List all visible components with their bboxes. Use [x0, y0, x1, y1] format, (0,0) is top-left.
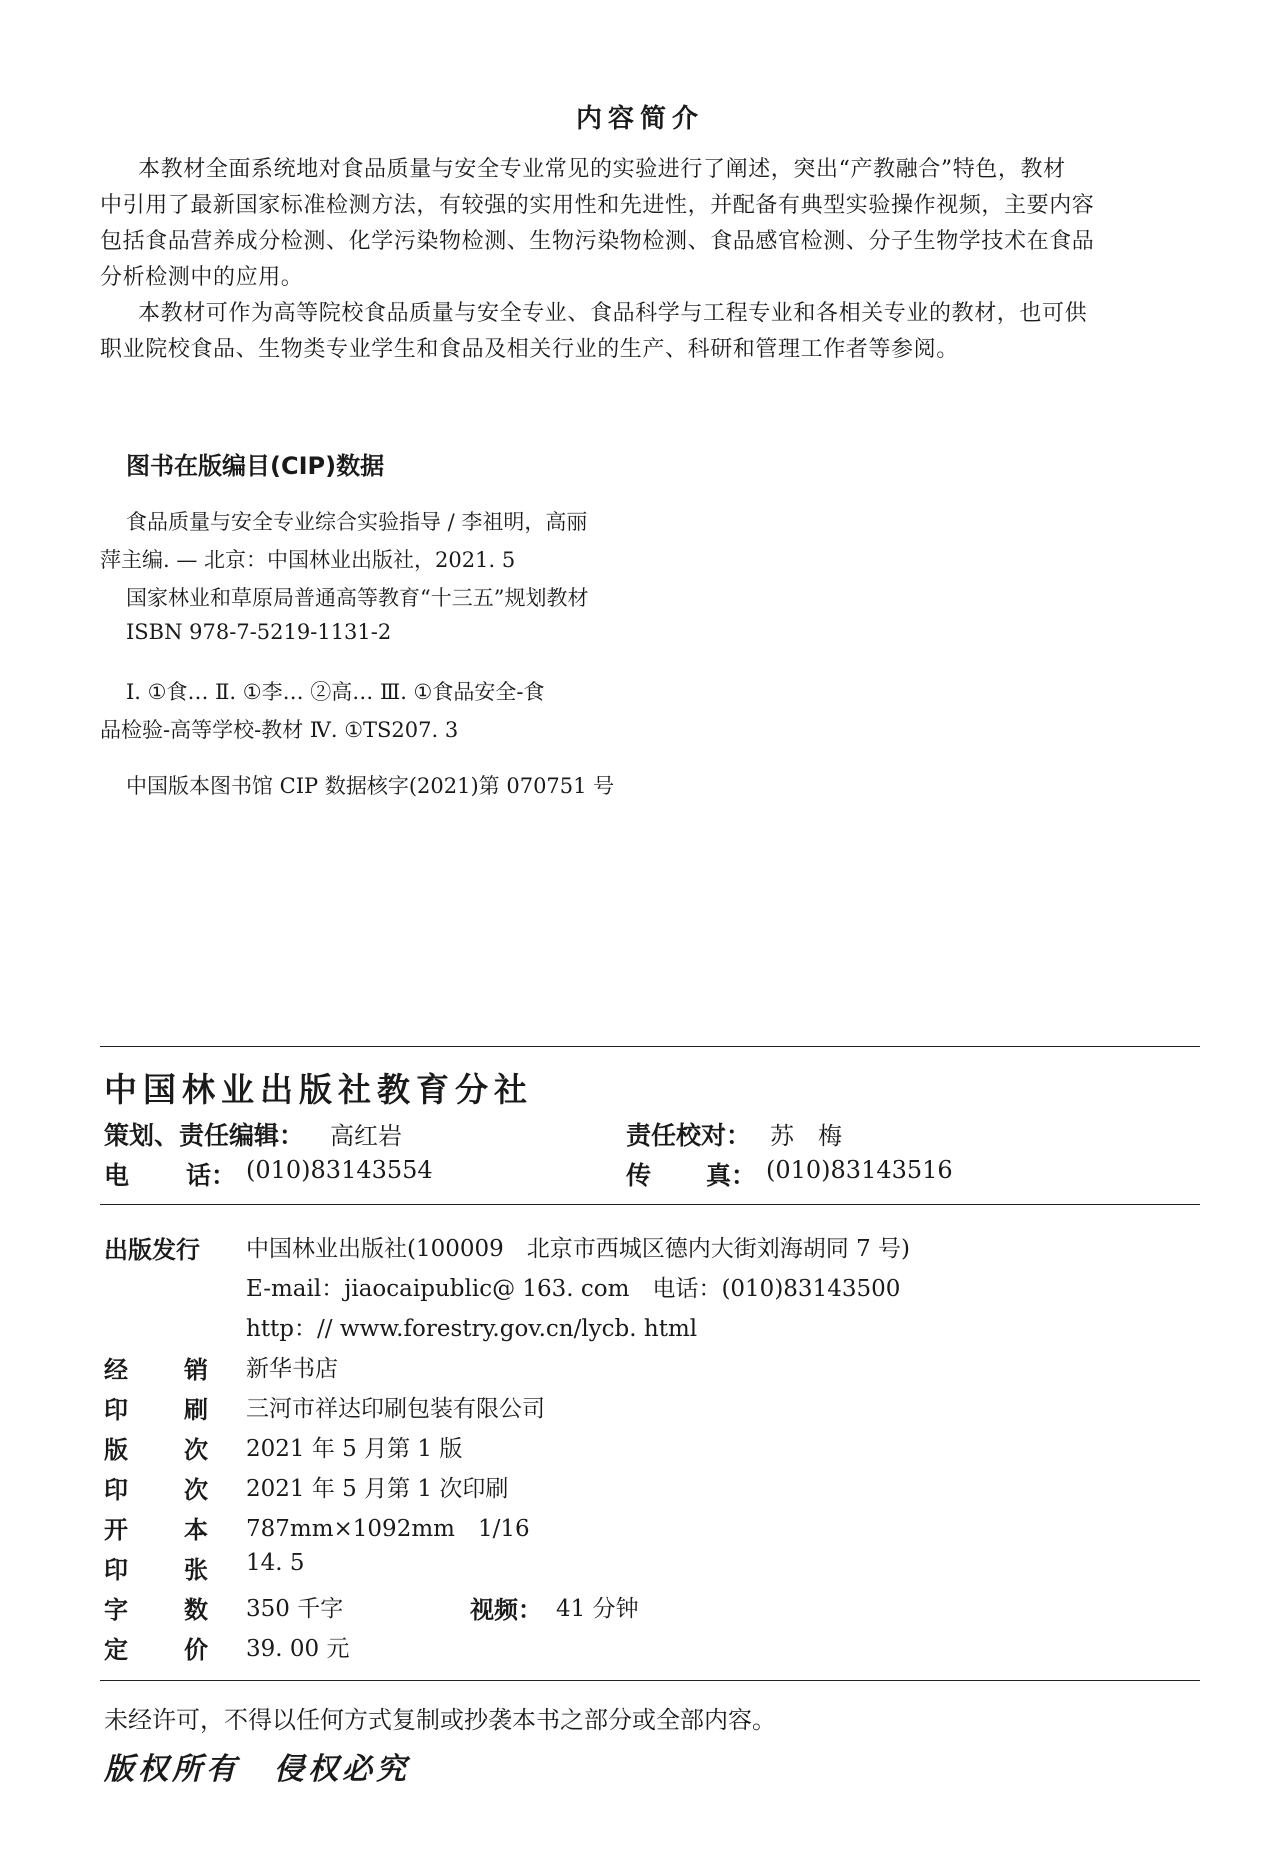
tel-label-a: 电: [104, 1161, 130, 1190]
fax-label-b: 真：: [706, 1161, 757, 1190]
summary-title: 内容简介: [575, 104, 704, 134]
printer-value: 三河市祥达印刷包装有限公司: [246, 1396, 545, 1422]
divider: [100, 1204, 1200, 1205]
format-label: 开 本: [104, 1516, 208, 1544]
publisher-branch: 中国林业出版社教育分社: [104, 1070, 533, 1109]
cip-line: 品检验-高等学校-教材 Ⅳ. ①TS207. 3: [100, 718, 459, 742]
publisher-label: 出版发行: [104, 1236, 200, 1264]
summary-line: 本教材可作为高等院校食品质量与安全专业、食品科学与工程专业和各相关专业的教材，也可供: [138, 301, 1088, 326]
proof-label: 责任校对：: [626, 1121, 752, 1150]
word-count-value: 350 千字: [246, 1596, 344, 1622]
email-line: E-mail：jiaocaipublic@ 163. com 电话：(010)83143500: [246, 1276, 901, 1302]
fax-label-a: 传: [626, 1161, 652, 1190]
copyright-notice: 未经许可，不得以任何方式复制或抄袭本书之部分或全部内容。: [104, 1706, 776, 1734]
cip-line: Ⅰ. ①食… Ⅱ. ①李… ②高… Ⅲ. ①食品安全-食: [126, 680, 545, 704]
publisher-value: 中国林业出版社(100009 北京市西城区德内大街刘海胡同 7 号): [246, 1236, 911, 1262]
video-value: 41 分钟: [556, 1596, 639, 1622]
divider: [100, 1680, 1200, 1681]
rights-reserved: 版权所有 侵权必究: [104, 1752, 410, 1787]
summary-line: 职业院校食品、生物类专业学生和食品及相关行业的生产、科研和管理工作者等参阅。: [100, 337, 959, 362]
cip-title: 图书在版编目(CIP)数据: [126, 452, 385, 480]
printing-value: 2021 年 5 月第 1 次印刷: [246, 1476, 509, 1502]
edition-label: 版 次: [104, 1436, 208, 1464]
summary-line: 本教材全面系统地对食品质量与安全专业常见的实验进行了阐述，突出“产教融合”特色，教材: [138, 157, 1066, 182]
edition-value: 2021 年 5 月第 1 版: [246, 1436, 463, 1462]
distributor-label: 经 销: [104, 1356, 208, 1384]
summary-line: 包括食品营养成分检测、化学污染物检测、生物污染物检测、食品感官检测、分子生物学技术在食品: [100, 229, 1095, 254]
price-value: 39. 00 元: [246, 1636, 350, 1662]
word-count-label: 字 数: [104, 1596, 208, 1624]
video-label: 视频：: [470, 1596, 542, 1624]
url-line: http：// www.forestry.gov.cn/lycb. html: [246, 1316, 698, 1342]
tel-label-b: 话：: [186, 1161, 237, 1190]
planner-label: 策划、责任编辑：: [104, 1121, 305, 1150]
printer-label: 印 刷: [104, 1396, 208, 1424]
sheets-label: 印 张: [104, 1556, 208, 1584]
divider: [100, 1046, 1200, 1047]
cip-line: 食品质量与安全专业综合实验指导 / 李祖明，高丽: [126, 510, 588, 534]
tel-value: (010)83143554: [246, 1156, 433, 1184]
sheets-value: 14. 5: [246, 1550, 305, 1576]
fax-value: (010)83143516: [766, 1156, 953, 1184]
price-label: 定 价: [104, 1636, 208, 1664]
cip-line: 国家林业和草原局普通高等教育“十三五”规划教材: [126, 586, 589, 610]
distributor-value: 新华书店: [246, 1356, 338, 1382]
cip-line: 萍主编. — 北京：中国林业出版社，2021. 5: [100, 548, 516, 572]
printing-label: 印 次: [104, 1476, 208, 1504]
cip-isbn: ISBN 978-7-5219-1131-2: [126, 620, 392, 644]
summary-line: 分析检测中的应用。: [100, 265, 304, 290]
cip-number: 中国版本图书馆 CIP 数据核字(2021)第 070751 号: [126, 774, 615, 798]
summary-line: 中引用了最新国家标准检测方法，有较强的实用性和先进性，并配备有典型实验操作视频，主要内容: [100, 193, 1095, 218]
planner-value: 高红岩: [330, 1122, 402, 1150]
format-value: 787mm×1092mm 1/16: [246, 1516, 530, 1542]
proof-value: 苏 梅: [770, 1122, 842, 1150]
